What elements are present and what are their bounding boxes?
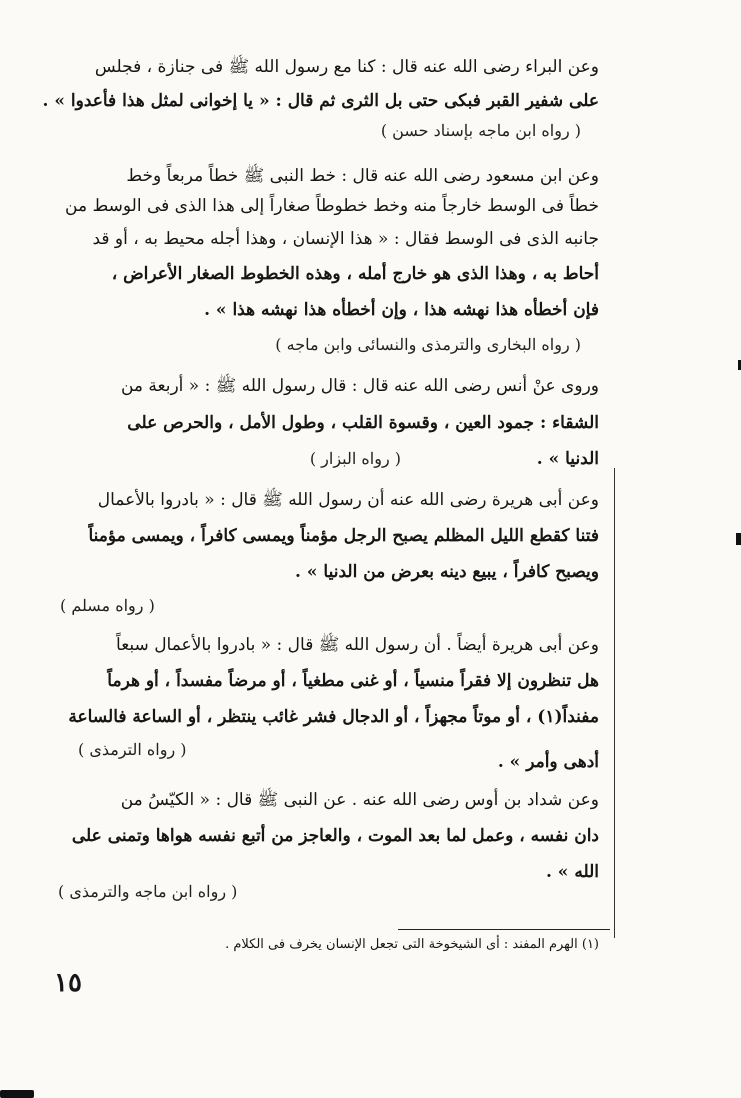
text-line: ويصبح كافراً ، يبيع دينه بعرض من الدنيا » . (295, 562, 599, 582)
text-line: وعن أبى هريرة أيضاً . أن رسول الله ﷺ قال : « بادروا بالأعمال سبعاً (116, 635, 599, 655)
text-line: الشقاء : جمود العين ، وقسوة القلب ، وطول الأمل ، والحرص على (127, 413, 599, 433)
text-line: خطاً فى الوسط خارجاً منه وخط خطوطاً صغاراً إلى هذا الذى فى الوسط من (65, 196, 599, 216)
hadith-reference: ( رواه مسلم ) (60, 596, 155, 615)
hadith-reference: ( رواه البزار ) (309, 449, 401, 468)
footnote: (١) الهرم المفند : أى الشيخوخة التى تجعل الإنسان يخرف فى الكلام . (225, 937, 599, 952)
page-number: ١٥ (54, 968, 82, 998)
text-line: وعن شداد بن أوس رضى الله عنه . عن النبى ﷺ قال : « الكيّسُ من (120, 790, 599, 810)
text-line: فتنا كقطع الليل المظلم يصبح الرجل مؤمناً ويمسى كافراً ، ويمسى مؤمناً (88, 526, 599, 546)
hadith-reference: ( رواه الترمذى ) (78, 740, 187, 759)
text-line: فإن أخطأه هذا نهشه هذا ، وإن أخطأه هذا نهشه هذا » . (204, 300, 599, 320)
text-line: أحاط به ، وهذا الذى هو خارج أمله ، وهذه الخطوط الصغار الأعراض ، (111, 264, 599, 284)
scan-mark (736, 533, 741, 545)
text-line: جانبه الذى فى الوسط فقال : « هذا الإنسان ، وهذا أجله محيط به ، أو قد (92, 229, 599, 249)
text-line: وعن أبى هريرة رضى الله عنه أن رسول الله ﷺ قال : « بادروا بالأعمال (97, 490, 599, 510)
text-line: وعن ابن مسعود رضى الله عنه قال : خط النبى ﷺ خطاً مربعاً وخط (126, 166, 599, 186)
text-line: وروى عنْ أنس رضى الله عنه قال : قال رسول الله ﷺ : « أربعة من (120, 376, 599, 396)
footnote-rule (398, 929, 610, 930)
scan-mark (0, 1090, 34, 1098)
text-line: هل تنظرون إلا فقراً منسياً ، أو غنى مطغياً ، أو مرضاً مفسداً ، أو هرماً (107, 671, 599, 691)
text-line: مفنداً(١) ، أو موتاً مجهزاً ، أو الدجال فشر غائب ينتظر ، أو الساعة فالساعة (68, 707, 599, 727)
text-line: وعن البراء رضى الله عنه قال : كنا مع رسول الله ﷺ فى جنازة ، فجلس (94, 57, 599, 77)
text-line: أدهى وأمر » . (497, 752, 599, 772)
text-line: على شفير القبر فبكى حتى بل الثرى ثم قال : « يا إخوانى لمثل هذا فأعدوا » . (42, 91, 599, 111)
text-line: دان نفسه ، وعمل لما بعد الموت ، والعاجز من أتبع نفسه هواها وتمنى على (71, 826, 599, 846)
margin-rule (614, 468, 615, 938)
hadith-reference: ( رواه ابن ماجه والترمذى ) (58, 882, 238, 901)
text-line: الدنيا » . (536, 449, 599, 469)
hadith-reference: ( رواه ابن ماجه بإسناد حسن ) (380, 121, 581, 140)
text-line: الله » . (545, 862, 599, 882)
hadith-reference: ( رواه البخارى والترمذى والنسائى وابن ماجه ) (275, 335, 581, 354)
